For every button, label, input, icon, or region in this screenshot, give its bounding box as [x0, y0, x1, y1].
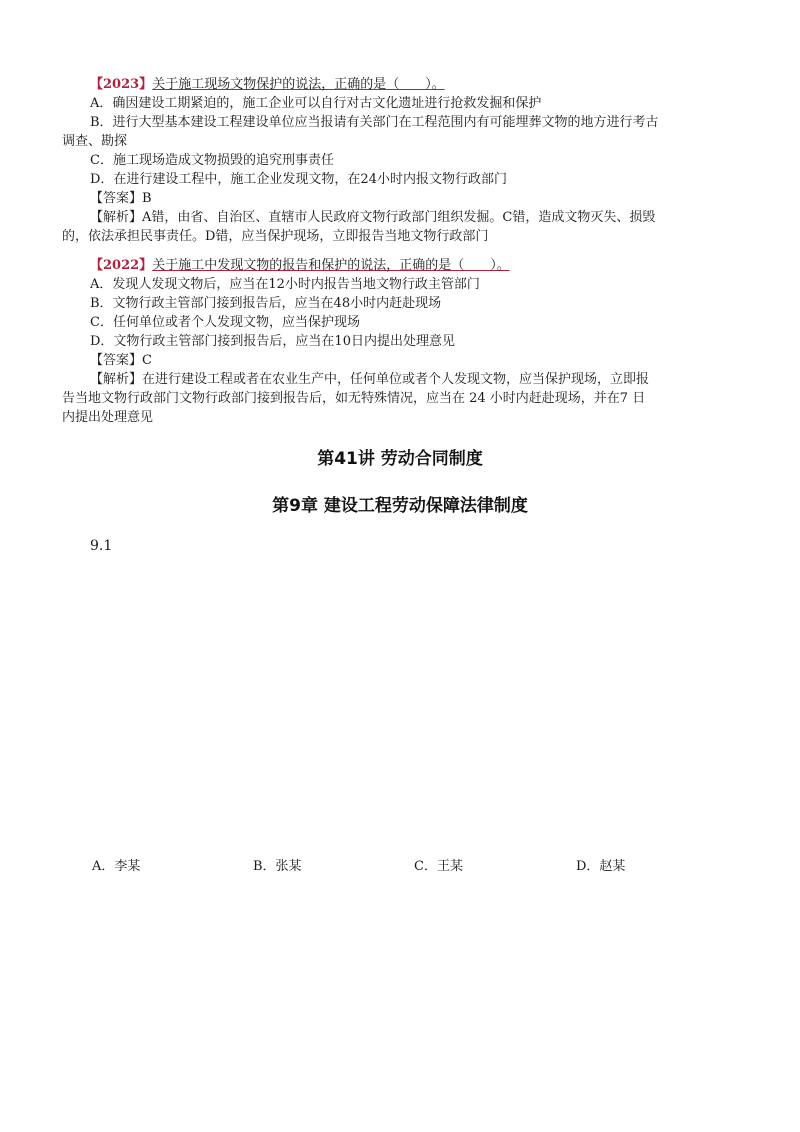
q2-analysis-1: 【解析】在进行建设工程或者在农业生产中，任何单位或者个人发现文物，应当保护现场，立即报: [90, 372, 650, 387]
q2-option-b: B．文物行政主管部门接到报告后，应当在48小时内赶赴现场: [90, 296, 442, 311]
choice-b: B．张某: [253, 859, 302, 874]
choice-d: D．赵某: [576, 859, 626, 874]
q1-analysis-1: 【解析】A错，由省、自治区、直辖市人民政府文物行政部门组织发掘。C错，造成文物灭失、损毁: [90, 210, 656, 225]
q1-option-b-cont: 调查、勘探: [62, 134, 128, 149]
choice-a: A．李某: [92, 859, 141, 874]
q2-analysis-2: 告当地文物行政部门文物行政部门接到报告后，如无特殊情况，应当在 24 小时内赶赴现场，并在7 日: [62, 391, 646, 406]
q1-option-d: D．在进行建设工程中，施工企业发现文物，在24小时内报文物行政部门: [90, 172, 507, 187]
q2-option-c: C．任何单位或者个人发现文物，应当保护现场: [90, 315, 360, 330]
q1-option-a: A．确因建设工期紧迫的，施工企业可以自行对古文化遗址进行抢救发掘和保护: [90, 96, 542, 111]
q2-analysis-3: 内提出处理意见: [62, 410, 154, 425]
lecture-title: 第41讲 劳动合同制度: [317, 449, 483, 469]
q2-option-d: D．文物行政主管部门接到报告后，应当在10日内提出处理意见: [90, 334, 455, 349]
q1-stem: 关于施工现场文物保护的说法，正确的是（ ）。: [152, 77, 445, 92]
q1-stem-line: [90, 76, 445, 94]
q2-stem-line: [90, 257, 510, 275]
q1-option-b: B．进行大型基本建设工程建设单位应当报请有关部门在工程范围内有可能埋葬文物的地方进行考古: [90, 115, 659, 130]
section-number: 9.1: [90, 538, 113, 554]
q2-answer: 【答案】C: [90, 353, 152, 368]
q2-year-tag: 【2022】: [90, 258, 153, 273]
q2-stem: 关于施工中发现文物的报告和保护的说法，正确的是（ ）。: [152, 258, 510, 273]
chapter-title: 第9章 建设工程劳动保障法律制度: [272, 496, 528, 516]
q1-answer: 【答案】B: [90, 191, 152, 206]
q2-option-a: A．发现人发现文物后，应当在12小时内报告当地文物行政主管部门: [90, 277, 480, 292]
q1-option-c: C．施工现场造成文物损毁的追究刑事责任: [90, 153, 334, 168]
q1-analysis-2: 的，依法承担民事责任。D错，应当保护现场，立即报告当地文物行政部门: [62, 229, 489, 244]
q1-year-tag: 【2023】: [90, 77, 153, 92]
choice-c: C．王某: [414, 859, 463, 874]
